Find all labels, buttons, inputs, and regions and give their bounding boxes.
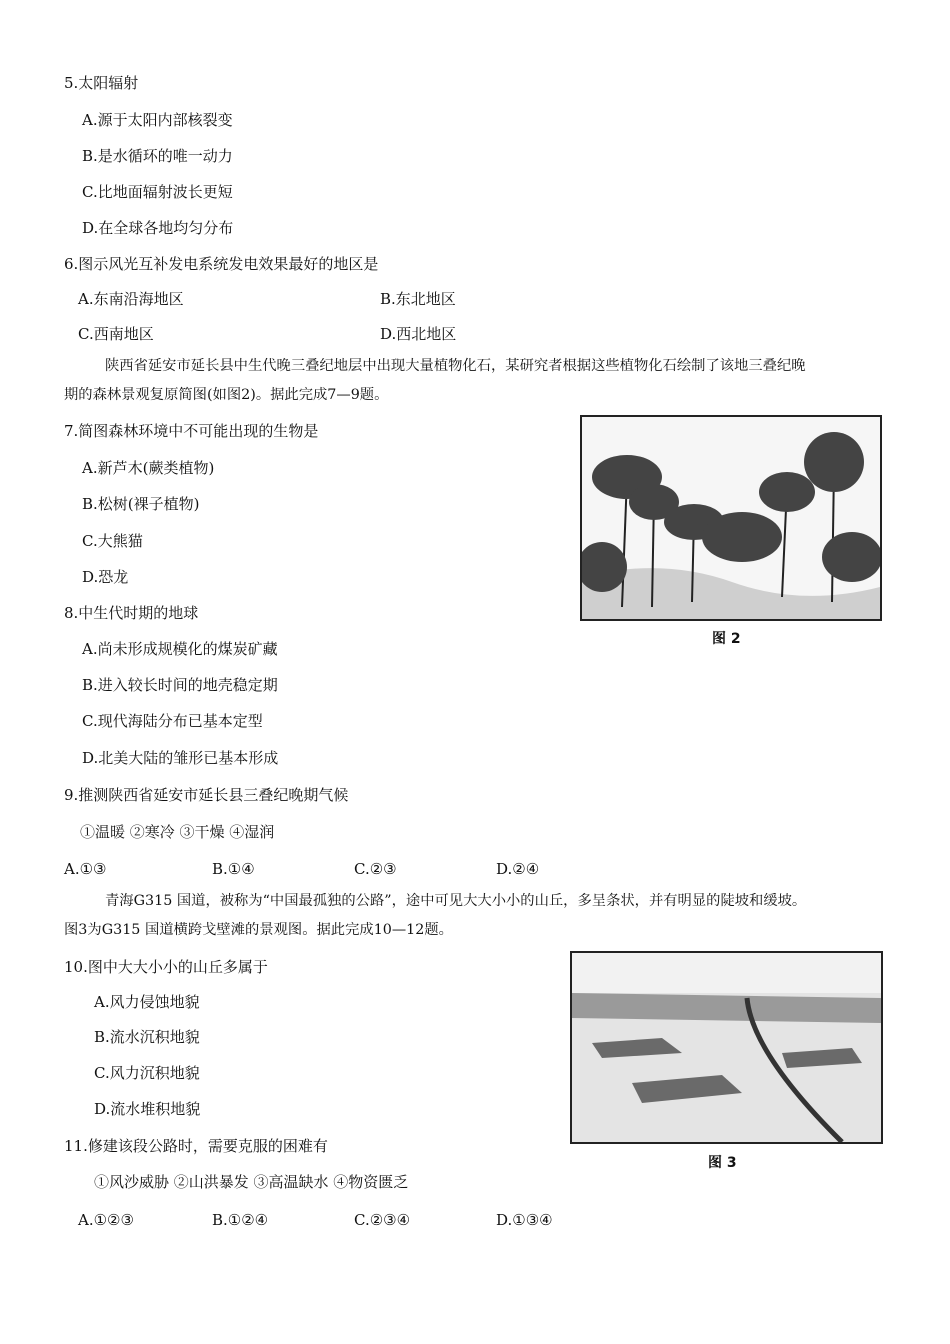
q9-option-c: C.②③ <box>354 860 397 878</box>
q7-stem: 7.简图森林环境中不可能出现的生物是 <box>64 422 319 440</box>
q11-stem: 11.修建该段公路时，需要克服的困难有 <box>64 1137 328 1155</box>
q10-option-d: D.流水堆积地貌 <box>94 1100 201 1118</box>
q8-option-c: C.现代海陆分布已基本定型 <box>82 712 263 730</box>
q7-option-c: C.大熊猫 <box>82 532 143 550</box>
figure-2-caption: 图 2 <box>712 631 741 647</box>
q5-option-a: A.源于太阳内部核裂变 <box>82 111 233 129</box>
q8-option-b: B.进入较长时间的地壳稳定期 <box>82 676 278 694</box>
q9-option-d: D.②④ <box>496 860 540 878</box>
q8-stem: 8.中生代时期的地球 <box>64 604 199 622</box>
q5-stem: 5.太阳辐射 <box>64 74 139 92</box>
q11-option-c: C.②③④ <box>354 1211 411 1229</box>
q7-option-a: A.新芦木(蕨类植物) <box>82 459 215 477</box>
q11-option-b: B.①②④ <box>212 1211 269 1229</box>
q9-stem: 9.推测陕西省延安市延长县三叠纪晚期气候 <box>64 786 349 804</box>
passage-1-line-1: 陕西省延安市延长县中生代晚三叠纪地层中出现大量植物化石，某研究者根据这些植物化石绘制了该地三叠纪晚 <box>105 358 806 374</box>
q7-option-d: D.恐龙 <box>82 568 129 586</box>
passage-1-line-2: 期的森林景观复原简图(如图2)。据此完成7—9题。 <box>64 387 389 403</box>
q6-option-a: A.东南沿海地区 <box>78 290 184 308</box>
passage-2-line-1: 青海G315 国道，被称为“中国最孤独的公路”，途中可见大大小小的山丘，多呈条状，并有明显的陡坡和缓坡。 <box>105 893 807 909</box>
figure-2-forest-illustration <box>580 415 882 621</box>
q9-items: ①温暖 ②寒冷 ③干燥 ④湿润 <box>80 823 275 841</box>
figure-3-gobi-road-photo <box>570 951 883 1144</box>
passage-2-line-2: 图3为G315 国道横跨戈壁滩的景观图。据此完成10—12题。 <box>64 922 453 938</box>
q6-option-b: B.东北地区 <box>380 290 456 308</box>
q7-option-b: B.松树(裸子植物) <box>82 495 200 513</box>
q11-option-a: A.①②③ <box>78 1211 134 1229</box>
figure-3-caption: 图 3 <box>708 1155 737 1171</box>
q8-option-d: D.北美大陆的雏形已基本形成 <box>82 749 279 767</box>
q9-option-b: B.①④ <box>212 860 255 878</box>
q8-option-a: A.尚未形成规模化的煤炭矿藏 <box>82 640 278 658</box>
q5-option-c: C.比地面辐射波长更短 <box>82 183 233 201</box>
q10-option-a: A.风力侵蚀地貌 <box>94 993 200 1011</box>
q11-items: ①风沙威胁 ②山洪暴发 ③高温缺水 ④物资匮乏 <box>94 1173 409 1191</box>
q6-option-c: C.西南地区 <box>78 325 154 343</box>
q9-option-a: A.①③ <box>64 860 107 878</box>
q5-option-b: B.是水循环的唯一动力 <box>82 147 233 165</box>
q6-stem: 6.图示风光互补发电系统发电效果最好的地区是 <box>64 255 379 273</box>
q10-option-b: B.流水沉积地貌 <box>94 1028 200 1046</box>
q10-option-c: C.风力沉积地貌 <box>94 1064 200 1082</box>
q10-stem: 10.图中大大小小的山丘多属于 <box>64 958 268 976</box>
q5-option-d: D.在全球各地均匀分布 <box>82 219 234 237</box>
q11-option-d: D.①③④ <box>496 1211 553 1229</box>
q6-option-d: D.西北地区 <box>380 325 457 343</box>
